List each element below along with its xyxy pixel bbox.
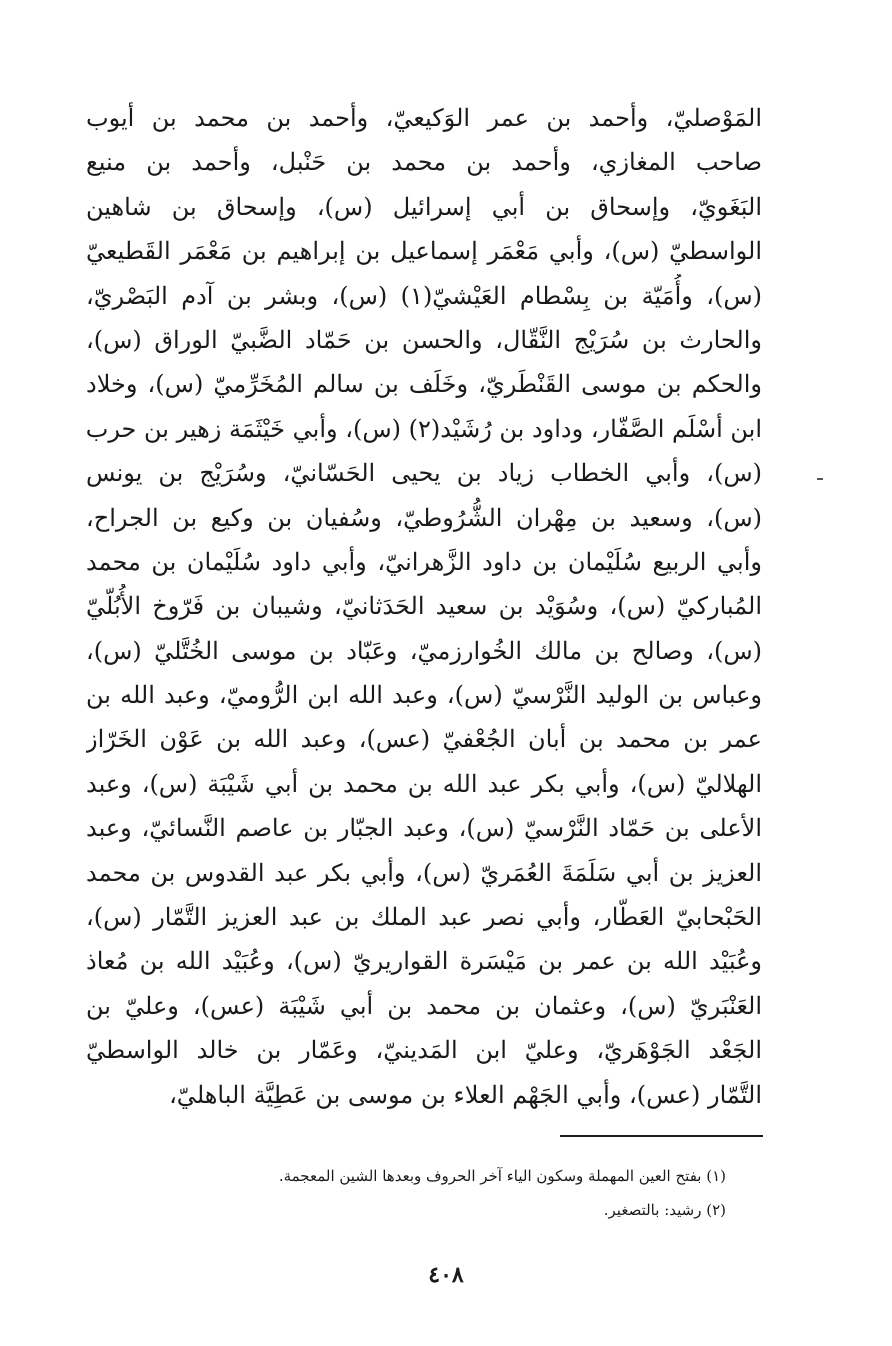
text-line: البَغَويّ، وإسحاق بن أبي إسرائيل (س)، وإسحاق بن شاهين	[86, 192, 762, 221]
text-line: العزيز بن أبي سَلَمَةَ العُمَريّ (س)، وأبي بكر عبد القدوس بن محمد	[86, 858, 762, 887]
text-line: الأعلى بن حَمّاد النَّرْسيّ (س)، وعبد الجبّار بن عاصم النَّسائيّ، وعبد	[86, 814, 762, 843]
text-line: المَوْصليّ، وأحمد بن عمر الوَكيعيّ، وأحمد بن محمد بن أيوب	[86, 104, 762, 132]
text-line: ابن أسْلَم الصَّفّار، وداود بن رُشَيْد(٢) (س)، وأبي خَيْثَمَة زهير بن حرب	[86, 414, 762, 443]
text-line: الواسطيّ (س)، وأبي مَعْمَر إسماعيل بن إبراهيم بن مَعْمَر القَطيعيّ	[86, 237, 762, 266]
margin-mark	[817, 478, 823, 480]
text-line: (س)، وأُمَيّة بن بِسْطام العَيْشيّ(١) (س)، وبشر بن آدم البَصْريّ،	[86, 281, 762, 310]
text-line: والحكم بن موسى القَنْطَريّ، وخَلَف بن سالم المُخَرِّميّ (س)، وخلاد	[86, 370, 762, 399]
footnote-divider	[560, 1135, 763, 1137]
text-line: (س)، وصالح بن مالك الخُوارزميّ، وعَبّاد بن موسى الخُتَّليّ (س)،	[86, 636, 762, 665]
text-line: وعباس بن الوليد النَّرْسيّ (س)، وعبد الله ابن الرُّوميّ، وعبد الله بن	[86, 681, 762, 710]
text-line: صاحب المغازي، وأحمد بن محمد بن حَنْبل، وأحمد بن منيع	[86, 148, 762, 177]
text-line: عمر بن محمد بن أبان الجُعْفيّ (عس)، وعبد الله بن عَوْن الخَرّاز	[86, 725, 762, 754]
text-line: التَّمّار (عس)، وأبي الجَهْم العلاء بن موسى بن عَطِيَّة الباهليّ،	[169, 1080, 762, 1109]
text-line: الجَعْد الجَوْهَريّ، وعليّ ابن المَدينيّ، وعَمّار بن خالد الواسطيّ	[86, 1036, 762, 1065]
text-line: وأبي الربيع سُلَيْمان بن داود الزَّهرانيّ، وأبي داود سُلَيْمان بن محمد	[86, 547, 762, 576]
text-line: (س)، وسعيد بن مِهْران الشُّرُوطيّ، وسُفيان بن وكيع بن الجراح،	[86, 503, 762, 532]
footnote-1: (١) بفتح العين المهملة وسكون الياء آخر الحروف وبعدها الشين المعجمة.	[278, 1167, 726, 1185]
text-line: الهلاليّ (س)، وأبي بكر عبد الله بن محمد بن أبي شَيْبَة (س)، وعبد	[86, 769, 762, 798]
footnotes-block	[166, 1163, 726, 1231]
main-text-block	[86, 96, 762, 1117]
text-line: وعُبَيْد الله بن عمر بن مَيْسَرة القواريريّ (س)، وعُبَيْد الله بن مُعاذ	[86, 947, 762, 976]
text-line: والحارث بن سُرَيْج النَّقّال، والحسن بن حَمّاد الضَّبيّ الوراق (س)،	[86, 325, 762, 354]
text-line: العَنْبَريّ (س)، وعثمان بن محمد بن أبي شَيْبَة (عس)، وعليّ بن	[86, 991, 762, 1020]
page-number: ٤٠٨	[428, 1262, 464, 1288]
text-line: المُباركيّ (س)، وسُوَيْد بن سعيد الحَدَثانيّ، وشيبان بن فَرّوخ الأُبُلّيّ	[86, 592, 762, 621]
text-line: (س)، وأبي الخطاب زياد بن يحيى الحَسّانيّ، وسُرَيْج بن يونس	[86, 459, 762, 488]
footnote-2: (٢) رشيد: بالتصغير.	[603, 1201, 726, 1219]
text-line: الحَبْحابيّ العَطّار، وأبي نصر عبد الملك بن عبد العزيز التَّمّار (س)،	[86, 903, 762, 932]
